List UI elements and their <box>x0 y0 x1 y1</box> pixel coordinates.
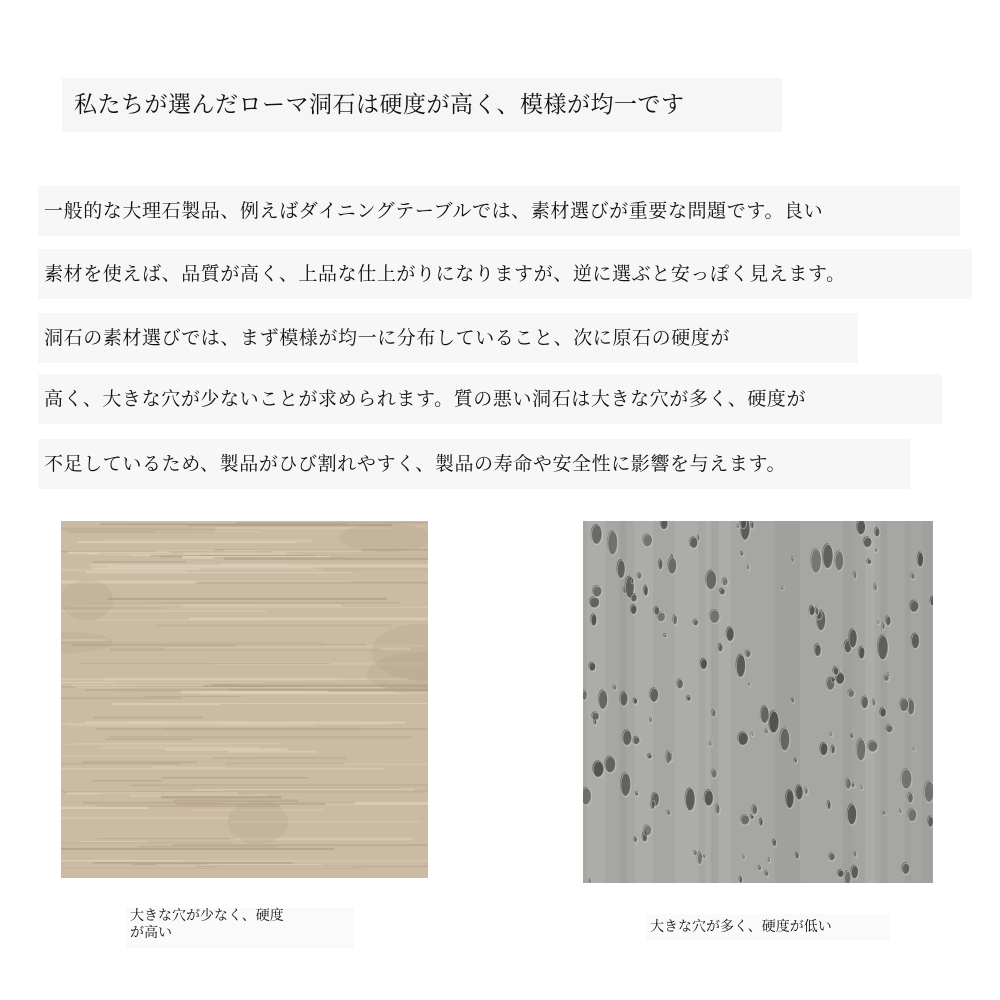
stone-band <box>880 521 887 883</box>
stone-vein <box>61 768 385 770</box>
stone-vein <box>61 682 116 684</box>
stone-vein <box>97 838 236 839</box>
stone-vein <box>106 739 194 740</box>
stone-vein <box>86 603 399 604</box>
stone-vein <box>61 869 160 870</box>
stone-band <box>674 521 698 883</box>
stone-vein <box>103 746 259 749</box>
stone-vein <box>155 864 322 865</box>
stone-vein <box>129 784 428 787</box>
paragraph-line: 素材を使えば、品質が高く、上品な仕上がりになりますが、逆に選ぶと安っぽく見えます。 <box>38 249 972 299</box>
stone-vein <box>180 607 428 609</box>
stone-vein <box>161 796 281 799</box>
stone-vein <box>61 848 334 850</box>
stone-vein <box>128 521 335 522</box>
stone-vein <box>145 696 242 697</box>
stone-vein <box>165 748 287 750</box>
stone-vein <box>110 736 413 738</box>
paragraph-line: 洞石の素材選びでは、まず模様が均一に分布していること、次に原石の硬度が <box>38 313 858 363</box>
stone-vein <box>213 757 347 759</box>
caption-left-line1: 大きな穴が少なく、硬度 <box>130 908 284 924</box>
stone-vein <box>222 725 288 726</box>
paragraph-line: 一般的な大理石製品、例えばダイニングテーブルでは、素材選びが重要な問題です。良い <box>38 186 960 236</box>
stone-vein <box>99 553 185 554</box>
stone-vein <box>112 703 428 705</box>
stone-vein <box>180 764 428 765</box>
paragraph-line: 高く、大きな穴が少ないことが求められます。質の悪い洞石は大きな穴が多く、硬度が <box>38 374 942 424</box>
stone-vein <box>202 692 429 695</box>
stone-vein <box>187 571 358 572</box>
stone-vein <box>81 663 330 664</box>
stone-vein <box>174 800 299 802</box>
stone-vein <box>61 756 257 757</box>
stone-stain <box>228 800 288 844</box>
stone-vein <box>201 569 428 570</box>
stone-stain <box>61 580 113 620</box>
stone-vein <box>173 844 428 846</box>
stone-vein <box>224 558 428 560</box>
stone-vein <box>155 531 259 532</box>
stone-vein <box>61 697 182 699</box>
uniform-stone-texture <box>61 521 428 878</box>
stone-vein <box>225 790 428 793</box>
porous-stone-texture <box>583 521 933 883</box>
paragraph-line: 不足しているため、製品がひび割れやすく、製品の寿命や安全性に影響を与えます。 <box>38 439 910 489</box>
stone-vein <box>76 687 386 688</box>
stone-vein <box>61 791 223 792</box>
stone-band <box>775 521 801 883</box>
stone-vein <box>162 788 400 789</box>
stone-vein <box>82 802 355 805</box>
stone-vein <box>220 704 428 705</box>
stone-vein <box>196 582 428 584</box>
caption-left-line2: が高い <box>130 925 172 941</box>
headline: 私たちが選んだローマ洞石は硬度が高く、模様が均一です <box>62 78 782 132</box>
caption-left <box>126 908 354 948</box>
stone-vein <box>99 620 262 621</box>
stone-vein <box>118 682 263 683</box>
stone-vein <box>61 763 182 765</box>
stone-vein <box>146 602 402 603</box>
stone-vein <box>61 528 215 531</box>
stone-vein <box>94 716 203 718</box>
stone-vein <box>98 794 252 795</box>
stone-vein <box>78 541 297 543</box>
travertine-sample-uniform <box>61 521 428 878</box>
stone-vein <box>93 862 293 864</box>
stone-vein <box>138 846 277 848</box>
stone-vein <box>61 842 234 843</box>
stone-vein <box>61 860 183 861</box>
stone-vein <box>79 841 147 842</box>
travertine-sample-porous <box>583 521 933 883</box>
stone-vein <box>228 751 317 753</box>
stone-vein <box>237 522 429 523</box>
stone-vein <box>110 648 380 651</box>
stone-vein <box>96 728 428 730</box>
stone-vein <box>61 678 409 680</box>
stone-vein <box>218 867 351 868</box>
stone-vein <box>93 561 186 563</box>
stone-vein <box>61 868 364 869</box>
stone-vein <box>162 777 308 778</box>
stone-vein <box>108 598 388 600</box>
stone-vein <box>72 685 204 687</box>
caption-right: 大きな穴が多く、硬度が低い <box>646 914 890 940</box>
stone-vein <box>61 817 230 819</box>
stone-vein <box>92 780 161 782</box>
stone-vein <box>61 723 390 724</box>
stone-vein <box>77 743 279 744</box>
stone-vein <box>89 564 287 567</box>
stone-vein <box>93 567 315 569</box>
stone-vein <box>157 625 391 627</box>
stone-vein <box>61 807 149 810</box>
